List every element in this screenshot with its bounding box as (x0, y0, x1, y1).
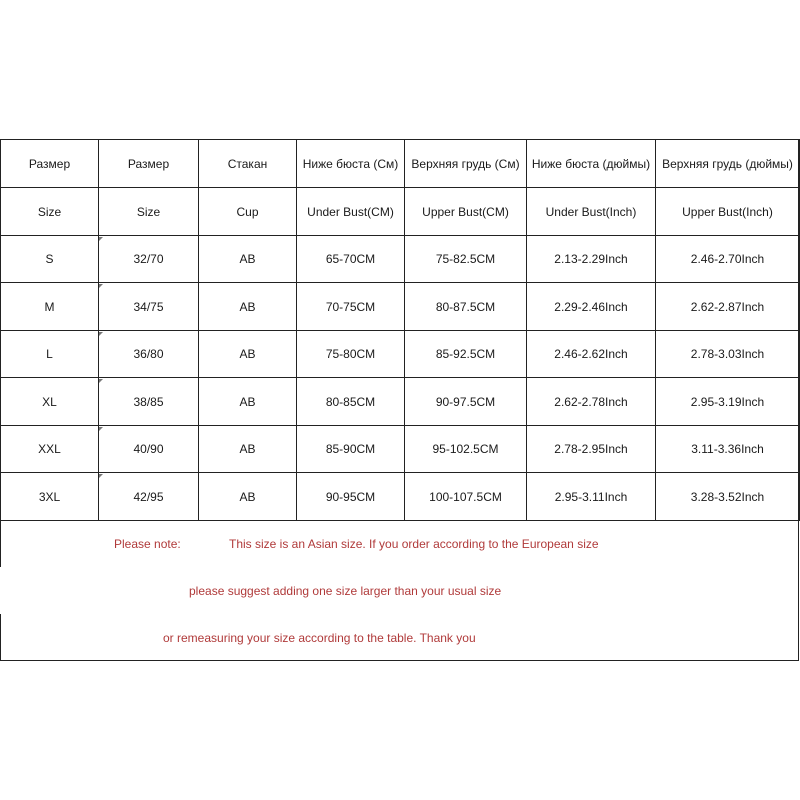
data-cell: 70-75CM (325, 299, 376, 314)
data-cell: AB (239, 394, 256, 409)
data-cell: 75-80CM (325, 347, 376, 361)
cell-corner-mark (99, 237, 103, 241)
cell-corner-mark (99, 284, 103, 288)
data-cell: 85-90CM (325, 442, 376, 456)
data-cell: XL (42, 394, 57, 409)
header-ru-cell: Размер (28, 156, 71, 171)
data-cell: 3XL (38, 489, 61, 504)
data-cell: AB (239, 299, 256, 314)
data-cell: 38/85 (133, 394, 164, 409)
note-label: Please note: (114, 537, 181, 551)
note-box-left-border (0, 614, 1, 661)
data-cell: 2.62-2.87Inch (690, 299, 765, 314)
data-cell: 3.11-3.36Inch (691, 442, 764, 456)
note-line-2: please suggest adding one size larger than your usual size (189, 584, 502, 598)
data-cell: 2.62-2.78Inch (554, 394, 628, 409)
note-line-1: This size is an Asian size. If you order according to the European size (229, 537, 599, 551)
data-cell: 65-70CM (325, 252, 376, 266)
data-cell: 32/70 (133, 252, 164, 266)
header-en-cell: Size (37, 204, 62, 219)
data-cell: 40/90 (133, 442, 164, 456)
cell-corner-mark (99, 474, 103, 478)
data-cell: AB (239, 442, 256, 456)
cell-corner-mark (99, 427, 103, 431)
data-cell: 36/80 (133, 347, 164, 361)
data-cell: 80-87.5CM (435, 299, 496, 314)
data-cell: AB (239, 489, 256, 504)
data-cell: 2.13-2.29Inch (554, 252, 628, 266)
data-cell: 95-102.5CM (432, 442, 499, 456)
header-en-cell: Upper Bust(Inch) (682, 204, 773, 219)
data-cell: M (44, 299, 55, 314)
header-en-cell: Upper Bust(CM) (422, 204, 509, 219)
data-cell: 85-92.5CM (435, 347, 496, 361)
table-row-divider (0, 520, 799, 521)
data-cell: S (45, 252, 54, 266)
header-ru-cell: Размер (127, 156, 170, 171)
header-ru-cell: Верхняя грудь (См) (411, 156, 520, 171)
data-cell: 2.78-3.03Inch (690, 347, 765, 361)
header-en-cell: Cup (236, 204, 259, 219)
header-en-cell: Under Bust(Inch) (545, 204, 637, 219)
header-en-cell: Under Bust(CM) (307, 204, 394, 219)
data-cell: 34/75 (133, 299, 164, 314)
cell-corner-mark (99, 379, 103, 383)
data-cell: 90-97.5CM (435, 394, 496, 409)
header-ru-cell: Стакан (227, 156, 268, 171)
data-cell: 42/95 (133, 489, 164, 504)
data-cell: 100-107.5CM (429, 489, 502, 504)
data-cell: 2.29-2.46Inch (554, 299, 628, 314)
data-cell: 2.95-3.19Inch (690, 394, 765, 409)
cell-corner-mark (99, 332, 103, 336)
data-cell: 75-82.5CM (435, 252, 496, 266)
data-cell: 2.46-2.62Inch (554, 347, 628, 361)
data-cell: 2.95-3.11Inch (554, 489, 628, 504)
data-cell: L (46, 347, 53, 361)
data-cell: 2.78-2.95Inch (554, 442, 628, 456)
note-box-left-border (0, 520, 1, 567)
header-ru-cell: Ниже бюста (дюймы) (531, 156, 651, 171)
note-line-3: or remeasuring your size according to the table. Thank you (163, 631, 476, 645)
data-cell: AB (239, 252, 256, 266)
header-ru-cell: Верхняя грудь (дюймы) (662, 156, 793, 171)
header-en-cell: Size (136, 204, 161, 219)
data-cell: AB (239, 347, 256, 361)
data-cell: 3.28-3.52Inch (690, 489, 765, 504)
data-cell: 2.46-2.70Inch (690, 252, 765, 266)
header-ru-cell: Ниже бюста (См) (302, 156, 399, 171)
data-cell: XXL (38, 442, 61, 456)
data-cell: 90-95CM (325, 489, 376, 504)
data-cell: 80-85CM (325, 394, 376, 409)
